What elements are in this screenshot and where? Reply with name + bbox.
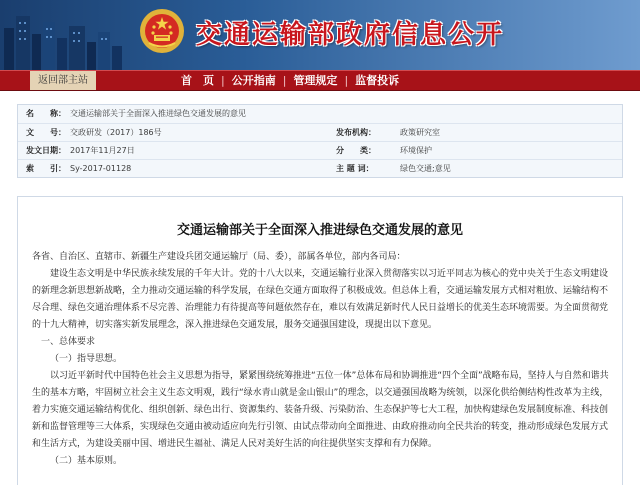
meta-row-name xyxy=(18,105,622,123)
meta-date-key: 发文日期： xyxy=(26,146,66,155)
meta-name-key: 名 称： xyxy=(26,109,66,118)
nav-separator: | xyxy=(221,74,225,87)
document-meta-table xyxy=(17,104,623,178)
nav-item-guide[interactable]: 公开指南 xyxy=(231,74,276,87)
nav-menu xyxy=(174,71,406,90)
article-intro-paragraph: 建设生态文明是中华民族永续发展的千年大计。党的十八大以来，交通运输行业深入贯彻落实以习近平同志为核心的党中央关于生态文明建设的新理念新思想新战略，全力推动交通运输的科学发展，在绿色交通方面取得了积极成效。但总体上看，交通运输发展方式相对粗放、运输结构不尽合理、绿色交通治理体系不尽完善、治理能力有待提高等问题依然存在，难以有效满足新时代人民日益增长的优美生态环境需要。为全面贯彻党的十九大精神，切实落实新发展理念，深入推进绿色交通发展，服务交通强国建设，现提出以下意见。 xyxy=(32,269,609,330)
nav-item-regulations[interactable]: 管理规定 xyxy=(293,74,338,87)
meta-index-value: Sy-2017-01128 xyxy=(70,164,132,173)
nav-separator: | xyxy=(282,74,287,87)
skyline-graphic xyxy=(0,8,150,70)
meta-docno-key: 文 号： xyxy=(26,128,66,137)
subsection-heading: （一）指导思想。 xyxy=(50,354,123,364)
meta-row-index xyxy=(18,159,622,177)
meta-issuer-value: 政策研究室 xyxy=(400,128,440,137)
article-recipients: 各省、自治区、直辖市、新疆生产建设兵团交通运输厅（局、委），部属各单位，部内各司局： xyxy=(32,252,406,262)
meta-category-value: 环境保护 xyxy=(400,146,432,155)
article-title: 交通运输部关于全面深入推进绿色交通发展的意见 xyxy=(176,223,463,238)
meta-row-date xyxy=(18,141,622,159)
meta-date-value: 2017年11月27日 xyxy=(70,146,135,155)
subsection-heading: （二）基本原则。 xyxy=(50,456,123,466)
national-emblem-icon xyxy=(139,8,185,54)
meta-issuer-key: 发布机构： xyxy=(336,128,376,137)
main-navbar xyxy=(0,70,640,91)
meta-index-key: 索 引： xyxy=(26,164,66,173)
nav-item-complaints[interactable]: 监督投诉 xyxy=(355,74,400,87)
meta-docno-value: 交政研发（2017）186号 xyxy=(70,128,162,137)
nav-separator: | xyxy=(344,74,349,87)
article-guiding-paragraph: 以习近平新时代中国特色社会主义思想为指导，紧紧围绕统筹推进“五位一体”总体布局和协调推进“四个全面”战略布局，坚持人与自然和谐共生的基本方略，牢固树立社会主义生态文明观，践行“绿水青山就是金山银山”的理念，以交通强国战略为统领，以深化供给侧结构性改革为主线，着力实施交通运输结构优化、组织创新、绿色出行、资源集约、装备升级、污染防治、生态保护等七大工程，加快构建绿色发展制度标准、科技创新和监督管理等三大体系，实现绿色交通由被动适应向先行引领、由试点带动向全面推进、由政府推动向全民共治的转变，推动形成绿色发展方式和生活方式，为建设美丽中国、增进民生福祉、满足人民对美好生活的向往提供坚实支撑和有力保障。 xyxy=(32,371,609,449)
meta-subject-value: 绿色交通;意见 xyxy=(400,164,451,173)
meta-category-key: 分 类： xyxy=(336,146,376,155)
back-to-main-site-link[interactable]: 返回部主站 xyxy=(30,71,96,90)
meta-row-docno xyxy=(18,123,622,141)
article-body xyxy=(32,249,610,470)
site-banner xyxy=(0,0,640,70)
site-title: 交通运输部政府信息公开 xyxy=(196,20,505,50)
meta-subject-key: 主 题 词： xyxy=(336,164,374,173)
article-panel xyxy=(17,196,623,485)
nav-item-home[interactable]: 首 页 xyxy=(181,74,214,87)
meta-name-value: 交通运输部关于全面深入推进绿色交通发展的意见 xyxy=(70,109,246,118)
section-heading: 一、总体要求 xyxy=(41,337,96,347)
